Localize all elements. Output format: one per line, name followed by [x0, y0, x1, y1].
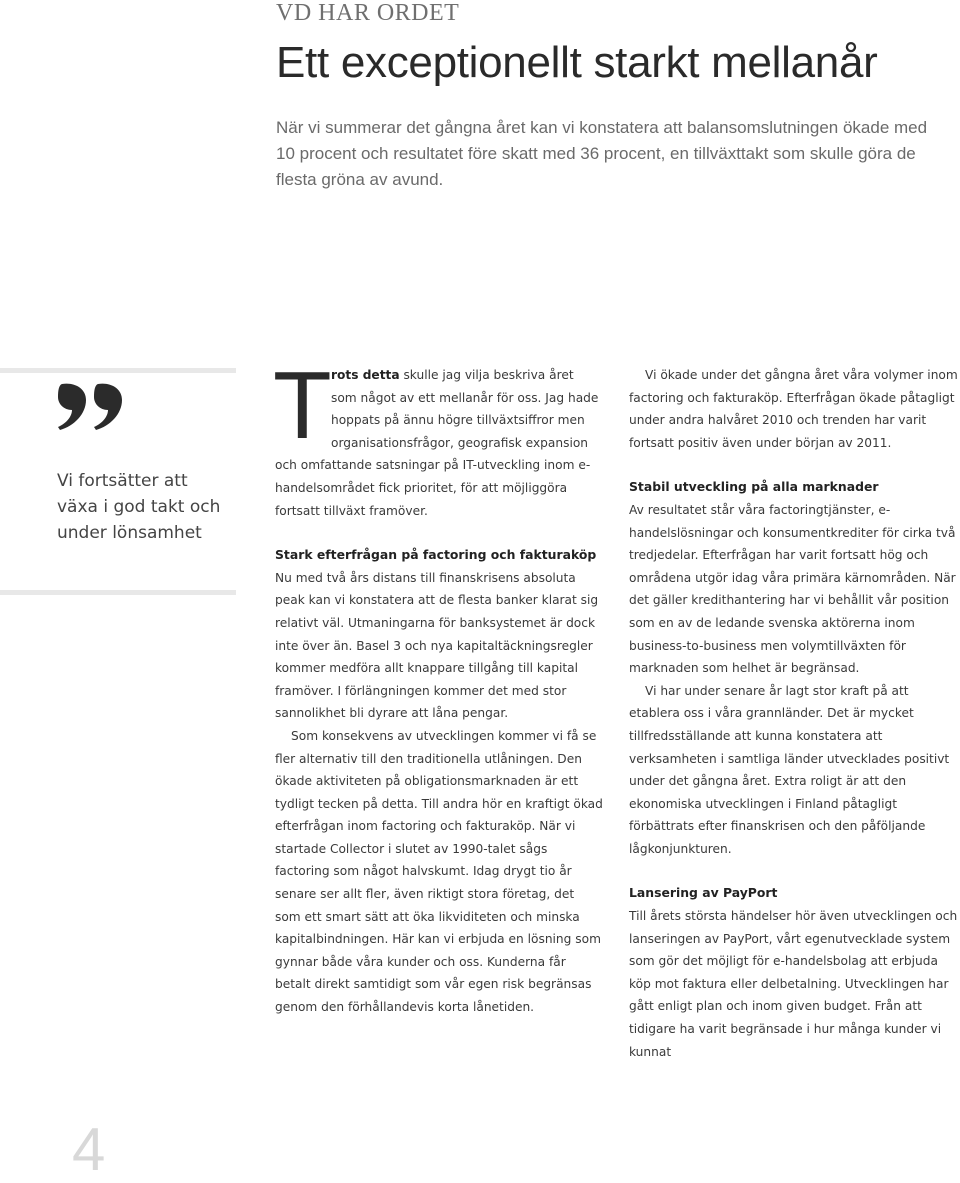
paragraph: Av resultatet står våra factoringtjänster, e-handelslösningar och konsumentkrediter för cirka två tredjedelar. Efterfrågan har varit fortsatt hög och områdena utgör idag våra primära kärnområden. När det gäller kredithantering har vi behållit vår position som en av de ledande svenska aktörerna inom business-to-business men volymtillväxten för marknaden som helhet är begränsad.: [629, 502, 956, 676]
subheading-markets: Stabil utveckling på alla marknader: [629, 479, 879, 495]
headline: Ett exceptionellt starkt mellanår: [276, 38, 878, 87]
quote-top-rule: [0, 368, 236, 373]
closing-quote-icon: [56, 382, 126, 432]
body-column-middle: [273, 352, 603, 1019]
lead-text: skulle jag vilja beskriva året som något av ett mellanår för oss. Jag hade hoppats på ännu högre tillväxtsiffror men organisationsfrågor, geografisk expansion och omfattande satsningar på IT-utveckling inom e-handelsområdet fick prioritet, för att möjliggöra fortsatt tillväxt framöver.: [275, 368, 599, 518]
pull-quote: [0, 368, 236, 596]
paragraph: Nu med två års distans till finanskrisens absoluta peak kan vi konstatera att de flesta banker klarat sig relativt väl. Utmaningarna för banksystemet är dock inte över än. Basel 3 och nya kapitaltäckningsregler kommer medföra allt knappare tillgång till kapital framöver. I förlängningen kommer det med stor sannolikhet bli dyrare att låna pengar.: [275, 570, 599, 721]
paragraph: Till årets största händelser hör även utvecklingen och lanseringen av PayPort, vårt egenutvecklade system som gör det möjligt för e-handelsbolag att erbjuda köp mot faktura eller delbetalning. Utvecklingen har gått enligt plan och inom given budget. Från att tidigare ha varit begränsade i hur många kunder vi kunnat: [629, 909, 958, 1059]
paragraph: Vi ökade under det gångna året våra volymer inom factoring och fakturaköp. Efterfrågan ökade påtagligt under andra halvåret 2010 och trenden har varit fortsatt positiv även under början av 2011.: [629, 368, 958, 450]
lead-paragraph: [273, 352, 603, 522]
lead-bold-text: rots detta: [331, 368, 400, 382]
subheading-factoring: Stark efterfrågan på factoring och fakturaköp: [275, 547, 597, 563]
body-column-right: [629, 364, 959, 1063]
page-number: 4: [72, 1116, 106, 1183]
subheading-payport: Lansering av PayPort: [629, 885, 778, 901]
paragraph: Vi har under senare år lagt stor kraft på att etablera oss i våra grannländer. Det är mycket tillfredsställande att kunna konstatera att verksamheten i samtliga länder utvecklades positivt under det gångna året. Extra roligt är att den ekonomiska utvecklingen i Finland påtagligt förbättrats efter finanskrisen och den påföljande lågkonjunkturen.: [629, 683, 950, 856]
drop-cap: T: [273, 352, 332, 459]
section-label: VD HAR ORDET: [276, 0, 460, 26]
paragraph: Som konsekvens av utvecklingen kommer vi få se fler alternativ till den traditionella utlåningen. Den ökade aktiviteten på obligationsmarknaden är ett tydligt tecken på detta. Till andra hör en kraftigt ökad efterfrågan inom factoring och fakturaköp. När vi startade Collector i slutet av 1990-talet sågs factoring som något halvskumt. Idag drygt tio år senare ser allt fler, även riktigt stora företag, det som ett smart sätt att öka likviditeten och minska kapitalbindningen. Här kan vi erbjuda en lösning som gynnar både våra kunder och oss. Kunderna får betalt direkt samtidigt som vår egen risk begränsas genom den förhållandevis korta lånetiden.: [275, 728, 603, 1015]
pull-quote-text: Vi fortsätter att växa i god takt och under lönsamhet: [57, 471, 221, 543]
quote-bottom-rule: [0, 590, 236, 595]
ingress: När vi summerar det gångna året kan vi konstatera att balansomslutningen ökade med 10 procent och resultatet före skatt med 36 procent, en tillväxttakt som skulle göra de flesta gröna av avund.: [276, 118, 928, 189]
